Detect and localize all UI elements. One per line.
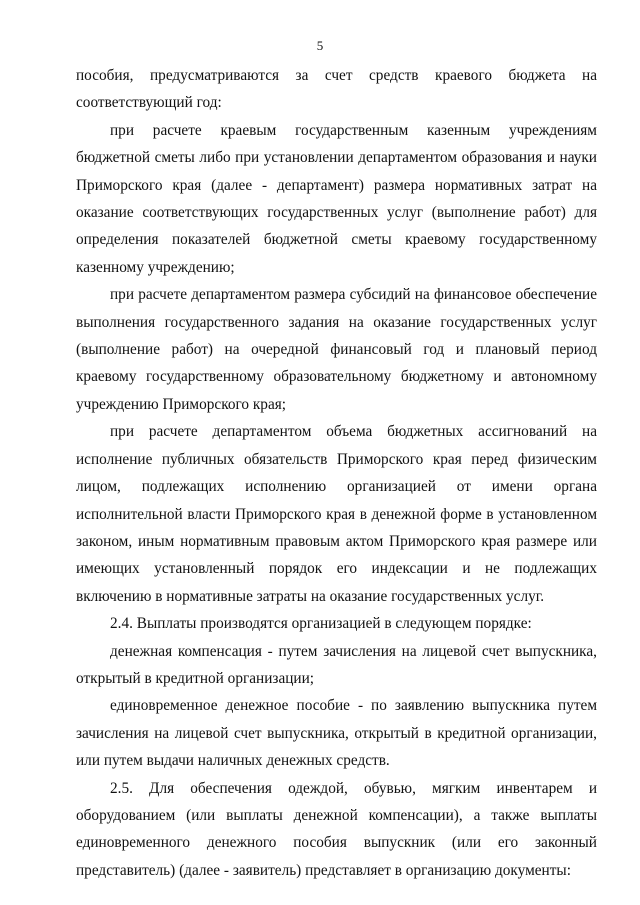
paragraph-subsidies: при расчете департаментом размера субсидий на финансовое обеспечение выполнения государственного задания на оказание государственных услуг (выполнение работ) на очередной финансовый год и плановый период краевому государственному образовательному бюджетному и автономному учреждению Приморского края;: [76, 286, 597, 413]
page-number: 5: [316, 38, 324, 53]
document-body: [76, 62, 597, 884]
paragraph-section-2-5: 2.5. Для обеспечения одеждой, обувью, мягким инвентарем и оборудованием (или выплаты денежной компенсации), а также выплаты единовременного денежного пособия выпускник (или его законный представитель) (далее - заявитель) представляет в организацию документы:: [76, 779, 597, 879]
paragraph-lump-sum-allowance: единовременное денежное пособие - по заявлению выпускника путем зачисления на лицевой счет выпускника, открытый в кредитной организации, или путем выдачи наличных денежных средств.: [76, 697, 597, 770]
paragraph-section-2-4: 2.4. Выплаты производятся организацией в следующем порядке:: [110, 615, 532, 633]
paragraph-monetary-compensation: денежная компенсация - путем зачисления на лицевой счет выпускника, открытый в кредитной организации;: [76, 642, 597, 687]
paragraph-public-obligations: при расчете департаментом объема бюджетных ассигнований на исполнение публичных обязательств Приморского края перед физическим лицом, подлежащих исполнению организацией от имени органа исполнительной власти Приморского края в денежной форме в установленном законом, иным нормативным правовым актом Приморского края размере или имеющих установленный порядок его индексации и не подлежащих включению в нормативные затраты на оказание государственных услуг.: [76, 423, 597, 605]
paragraph-budget-estimate: при расчете краевым государственным казенным учреждениям бюджетной сметы либо при установлении департаментом образования и науки Приморского края (далее - департамент) размера нормативных затрат на оказание соответствующих государственных услуг (выполнение работ) для определения показателей бюджетной сметы краевому государственному казенному учреждению;: [76, 121, 597, 276]
paragraph-continuation: пособия, предусматриваются за счет средств краевого бюджета на соответствующий год:: [76, 67, 597, 112]
